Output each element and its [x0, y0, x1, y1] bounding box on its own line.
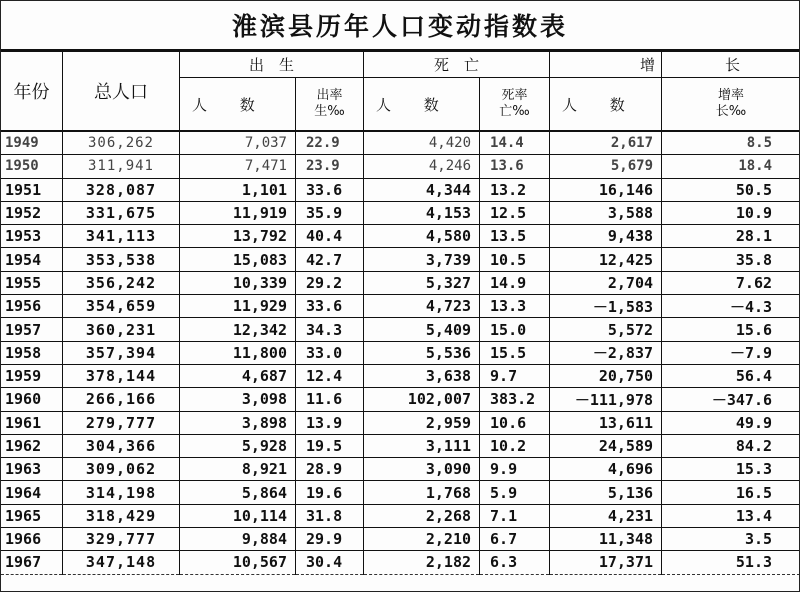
cell-births: 12,342 [180, 318, 296, 341]
cell-deaths: 102,007 [364, 388, 480, 411]
cell-death-rate: 10.6 [480, 411, 550, 434]
table-row [1, 458, 801, 481]
cell-deaths: 4,246 [364, 155, 480, 178]
cell-growth: 4,231 [550, 504, 662, 527]
table-row [1, 225, 801, 248]
cell-total: 360,231 [63, 318, 180, 341]
cell-death-rate: 6.7 [480, 528, 550, 551]
cell-death-rate: 10.2 [480, 434, 550, 457]
cell-deaths: 4,723 [364, 295, 480, 318]
cell-death-rate: 14.9 [480, 271, 550, 294]
cell-death-rate: 14.4 [480, 131, 550, 155]
cell-birth-rate: 34.3 [296, 318, 364, 341]
cell-death-rate: 7.1 [480, 504, 550, 527]
cell-total: 331,675 [63, 201, 180, 224]
cell-growth-rate: －347.6 [662, 388, 800, 411]
cell-growth: 3,588 [550, 201, 662, 224]
cell-births: 10,567 [180, 551, 296, 574]
cell-birth-rate: 12.4 [296, 364, 364, 387]
cell-growth-rate: 8.5 [662, 131, 800, 155]
cell-birth-rate: 35.9 [296, 201, 364, 224]
cell-births: 8,921 [180, 458, 296, 481]
cell-births: 3,098 [180, 388, 296, 411]
cell-death-rate: 12.5 [480, 201, 550, 224]
cell-deaths: 2,182 [364, 551, 480, 574]
cell-growth-rate: 7.62 [662, 271, 800, 294]
cell-total: 378,144 [63, 364, 180, 387]
cell-year: 1967 [1, 551, 63, 574]
cell-year: 1957 [1, 318, 63, 341]
cell-deaths: 5,327 [364, 271, 480, 294]
cell-births: 11,800 [180, 341, 296, 364]
cell-death-rate: 10.5 [480, 248, 550, 271]
table-title: 淮滨县历年人口变动指数表 [1, 1, 799, 51]
cell-year: 1960 [1, 388, 63, 411]
cell-growth: －1,583 [550, 295, 662, 318]
cell-growth: 2,704 [550, 271, 662, 294]
cell-year: 1954 [1, 248, 63, 271]
cell-births: 11,929 [180, 295, 296, 318]
cell-year: 1965 [1, 504, 63, 527]
cell-birth-rate: 42.7 [296, 248, 364, 271]
table-row [1, 295, 801, 318]
cell-death-rate: 13.5 [480, 225, 550, 248]
table-row [1, 341, 801, 364]
table-row [1, 388, 801, 411]
cell-growth-rate: 28.1 [662, 225, 800, 248]
cell-total: 328,087 [63, 178, 180, 201]
col-header-birth: 出 生 [180, 52, 364, 78]
table-body [1, 131, 801, 574]
cell-birth-rate: 40.4 [296, 225, 364, 248]
cell-births: 11,919 [180, 201, 296, 224]
cell-total: 304,366 [63, 434, 180, 457]
cell-total: 347,148 [63, 551, 180, 574]
table-row [1, 434, 801, 457]
cell-growth: 12,425 [550, 248, 662, 271]
col-header-birth-rate [296, 78, 364, 132]
cell-deaths: 3,090 [364, 458, 480, 481]
cell-total: 311,941 [63, 155, 180, 178]
cell-total: 279,777 [63, 411, 180, 434]
table-row [1, 271, 801, 294]
cell-births: 10,114 [180, 504, 296, 527]
cell-growth: 16,146 [550, 178, 662, 201]
cell-death-rate: 15.5 [480, 341, 550, 364]
table-row [1, 318, 801, 341]
cell-total: 353,538 [63, 248, 180, 271]
cell-birth-rate: 33.6 [296, 295, 364, 318]
col-header-total: 总人口 [63, 52, 180, 132]
cell-births: 5,928 [180, 434, 296, 457]
cell-growth: 4,696 [550, 458, 662, 481]
cell-growth-rate: 35.8 [662, 248, 800, 271]
cell-birth-rate: 19.6 [296, 481, 364, 504]
cell-growth-rate: 56.4 [662, 364, 800, 387]
cell-year: 1949 [1, 131, 63, 155]
col-header-year: 年份 [1, 52, 63, 132]
cell-total: 309,062 [63, 458, 180, 481]
cell-year: 1961 [1, 411, 63, 434]
col-header-death-count: 人 数 [364, 78, 480, 132]
cell-growth-rate: 49.9 [662, 411, 800, 434]
cell-birth-rate: 33.6 [296, 178, 364, 201]
cell-births: 1,101 [180, 178, 296, 201]
cell-death-rate: 9.7 [480, 364, 550, 387]
cell-growth-rate: 18.4 [662, 155, 800, 178]
cell-growth-rate: 84.2 [662, 434, 800, 457]
growth-rate-label-2: 长‰ [715, 104, 747, 119]
cell-growth: 9,438 [550, 225, 662, 248]
cell-deaths: 4,580 [364, 225, 480, 248]
table-row [1, 411, 801, 434]
cell-year: 1955 [1, 271, 63, 294]
cell-birth-rate: 33.0 [296, 341, 364, 364]
cell-total: 314,198 [63, 481, 180, 504]
cell-growth: 13,611 [550, 411, 662, 434]
cell-year: 1963 [1, 458, 63, 481]
cell-birth-rate: 31.8 [296, 504, 364, 527]
cell-deaths: 3,638 [364, 364, 480, 387]
cell-growth: 5,136 [550, 481, 662, 504]
cell-growth-rate: 16.5 [662, 481, 800, 504]
cell-death-rate: 13.2 [480, 178, 550, 201]
table-row [1, 504, 801, 527]
cell-year: 1958 [1, 341, 63, 364]
cell-growth: 20,750 [550, 364, 662, 387]
cell-deaths: 1,768 [364, 481, 480, 504]
population-change-table [0, 51, 800, 575]
cell-total: 356,242 [63, 271, 180, 294]
cell-total: 306,262 [63, 131, 180, 155]
cell-birth-rate: 30.4 [296, 551, 364, 574]
cell-year: 1966 [1, 528, 63, 551]
table-row [1, 551, 801, 574]
cell-deaths: 5,536 [364, 341, 480, 364]
cell-growth-rate: －7.9 [662, 341, 800, 364]
cell-year: 1951 [1, 178, 63, 201]
cell-deaths: 4,344 [364, 178, 480, 201]
cell-growth-rate: 13.4 [662, 504, 800, 527]
cell-death-rate: 13.6 [480, 155, 550, 178]
cell-year: 1953 [1, 225, 63, 248]
birth-rate-label-1: 出率 [316, 88, 343, 103]
cell-birth-rate: 13.9 [296, 411, 364, 434]
col-header-death-rate [480, 78, 550, 132]
cell-deaths: 5,409 [364, 318, 480, 341]
cell-births: 15,083 [180, 248, 296, 271]
cell-birth-rate: 29.9 [296, 528, 364, 551]
cell-deaths: 2,959 [364, 411, 480, 434]
cell-total: 266,166 [63, 388, 180, 411]
cell-growth: 5,572 [550, 318, 662, 341]
cell-death-rate: 6.3 [480, 551, 550, 574]
cell-birth-rate: 22.9 [296, 131, 364, 155]
cell-total: 357,394 [63, 341, 180, 364]
cell-growth: 24,589 [550, 434, 662, 457]
col-header-growth-b: 长 [662, 52, 800, 78]
cell-death-rate: 383.2 [480, 388, 550, 411]
cell-deaths: 2,210 [364, 528, 480, 551]
table-row [1, 481, 801, 504]
table-row [1, 364, 801, 387]
cell-births: 7,037 [180, 131, 296, 155]
cell-birth-rate: 29.2 [296, 271, 364, 294]
cell-death-rate: 9.9 [480, 458, 550, 481]
col-header-death: 死 亡 [364, 52, 550, 78]
cell-birth-rate: 23.9 [296, 155, 364, 178]
cell-death-rate: 13.3 [480, 295, 550, 318]
cell-births: 9,884 [180, 528, 296, 551]
growth-rate-label-1: 增率 [718, 88, 745, 103]
cell-deaths: 4,420 [364, 131, 480, 155]
cell-birth-rate: 11.6 [296, 388, 364, 411]
table-row [1, 201, 801, 224]
death-rate-label-2: 亡‰ [499, 104, 530, 119]
cell-growth-rate: 51.3 [662, 551, 800, 574]
cell-births: 10,339 [180, 271, 296, 294]
cell-growth-rate: 3.5 [662, 528, 800, 551]
cell-deaths: 3,739 [364, 248, 480, 271]
table-row [1, 528, 801, 551]
cell-births: 7,471 [180, 155, 296, 178]
cell-total: 318,429 [63, 504, 180, 527]
col-header-growth-a: 增 [550, 52, 662, 78]
cell-birth-rate: 19.5 [296, 434, 364, 457]
cell-deaths: 2,268 [364, 504, 480, 527]
cell-death-rate: 5.9 [480, 481, 550, 504]
table-row [1, 178, 801, 201]
cell-growth-rate: 10.9 [662, 201, 800, 224]
cell-year: 1959 [1, 364, 63, 387]
col-header-growth-rate [662, 78, 800, 132]
cell-growth-rate: 15.3 [662, 458, 800, 481]
cell-growth: 17,371 [550, 551, 662, 574]
col-header-growth-count: 人 数 [550, 78, 662, 132]
death-rate-label-1: 死率 [501, 88, 528, 103]
cell-growth-rate: －4.3 [662, 295, 800, 318]
cell-growth-rate: 50.5 [662, 178, 800, 201]
table-row [1, 131, 801, 155]
cell-births: 3,898 [180, 411, 296, 434]
cell-growth: 2,617 [550, 131, 662, 155]
cell-growth: 5,679 [550, 155, 662, 178]
cell-total: 354,659 [63, 295, 180, 318]
table-row [1, 155, 801, 178]
cell-births: 4,687 [180, 364, 296, 387]
cell-total: 341,113 [63, 225, 180, 248]
col-header-birth-count: 人 数 [180, 78, 296, 132]
cell-deaths: 4,153 [364, 201, 480, 224]
cell-year: 1964 [1, 481, 63, 504]
table-row [1, 248, 801, 271]
cell-deaths: 3,111 [364, 434, 480, 457]
cell-birth-rate: 28.9 [296, 458, 364, 481]
cell-growth: －2,837 [550, 341, 662, 364]
cell-death-rate: 15.0 [480, 318, 550, 341]
cell-year: 1952 [1, 201, 63, 224]
cell-growth-rate: 15.6 [662, 318, 800, 341]
cell-births: 13,792 [180, 225, 296, 248]
cell-growth: 11,348 [550, 528, 662, 551]
cell-year: 1962 [1, 434, 63, 457]
birth-rate-label-2: 生‰ [314, 104, 345, 119]
cell-growth: －111,978 [550, 388, 662, 411]
cell-year: 1956 [1, 295, 63, 318]
cell-births: 5,864 [180, 481, 296, 504]
cell-year: 1950 [1, 155, 63, 178]
cell-total: 329,777 [63, 528, 180, 551]
